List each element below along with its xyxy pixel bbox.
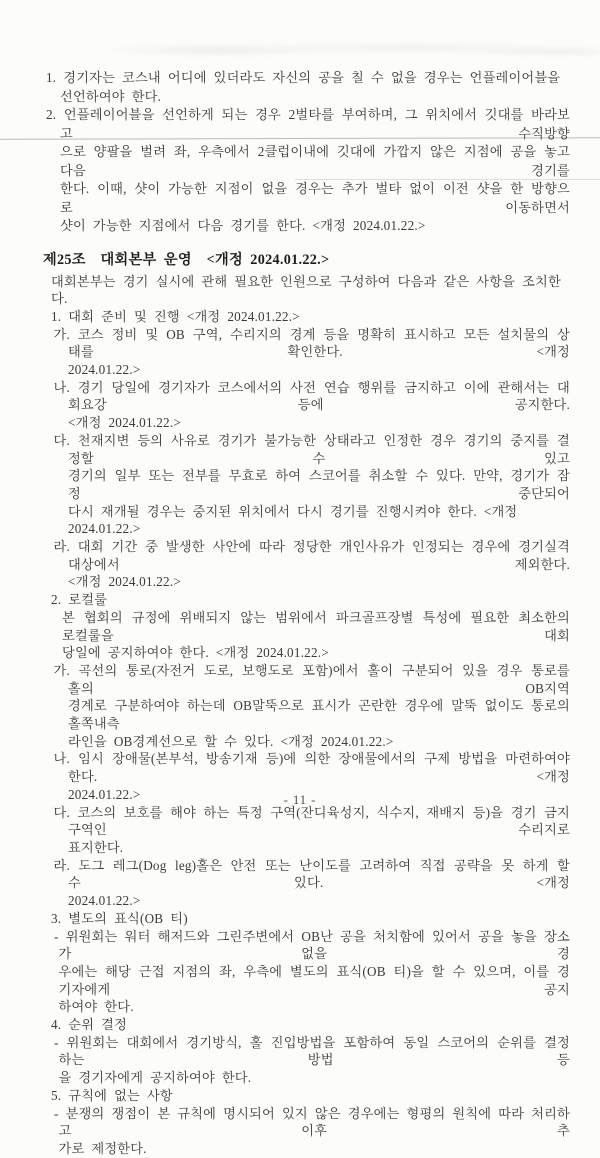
text-line: 나. 임시 장애물(본부석, 방송기재 등)에 의한 장애물에서의 구제 방법을 마련하여야 한다. <개정 [53, 751, 570, 785]
item-2-intro [0, 609, 600, 662]
item-4-ranking [0, 1016, 600, 1034]
text-line: 가로 제정한다. [58, 1140, 147, 1156]
item-2-ga [0, 662, 600, 751]
text-line: 을 경기자에게 공지하여야 한다. [58, 1070, 252, 1086]
page-number: - 11 - [283, 793, 317, 807]
text-line: 다. 천재지변 등의 사유로 경기가 불가능한 상태라고 인정한 경우 경기의 중지를 결정할 수 있고 [53, 432, 570, 466]
text-line: - 위원회는 대회에서 경기방식, 홀 진입방법을 포함하여 동일 스코어의 순위를 결정하는 방법 등 [54, 1034, 570, 1068]
item-1-na [0, 379, 600, 432]
text-line: 경계로 구분하여야 하는데 OB말뚝으로 표시가 곤란한 경우에 말뚝 없이도 통로의 홀쪽내측 [68, 698, 570, 732]
text-line: 3. 별도의 표식(OB 티) [51, 910, 188, 926]
section-heading-text: 제25조 대회본부 운영 <개정 2024.01.22.> [43, 251, 330, 268]
text-line: 경기의 일부 또는 전부를 무효로 하여 스코어를 취소할 수 있다. 만약, 경기가 잠정 중단되어 [68, 468, 570, 501]
document-body [0, 69, 600, 1158]
item-2-da [0, 804, 600, 857]
scan-smudge-artifact [55, 36, 600, 62]
item-1-preparation [0, 308, 600, 326]
text-line: 한다. 이때, 샷이 가능한 지점이 없을 경우는 추가 벌타 없이 이전 샷을 한 방향으로 이동하면서 [60, 181, 570, 215]
item-1-ra [0, 538, 600, 591]
item-4-dash [0, 1034, 600, 1087]
text-line: 2. 로컬룰 [51, 592, 108, 608]
text-line: 다. 코스의 보호를 해야 하는 특정 구역(잔디육성지, 식수지, 재배지 등)을 경기 금지구역인 수리지로 [53, 804, 570, 838]
text-line: 2024.01.22.> [68, 786, 141, 802]
text-line: 우에는 해당 근접 지점의 좌, 우측에 별도의 표식(OB 티)을 할 수 있으며, 이를 경기자에게 공지 [58, 963, 570, 997]
text-line: 2. 언플레이어블을 선언하게 되는 경우 2벌타를 부여하며, 그 위치에서 깃대를 바라보고 수직방향 [46, 107, 570, 141]
unplayable-rule-item-2 [0, 106, 600, 236]
text-line: 라. 도그 레그(Dog leg)홀은 안전 또는 난이도를 고려하여 직접 공략을 못 하게 할 수 있다. <개정 [53, 857, 570, 891]
text-line: <개정 2024.01.22.> [68, 415, 181, 431]
text-line: 으로 양팔을 벌려 좌, 우측에서 2클럽이내에 깃대에 가깝지 않은 지점에 공을 놓고 다음 경기를 [60, 144, 570, 178]
article-25-intro [0, 273, 600, 308]
text-line: 나. 경기 당일에 경기자가 코스에서의 사전 연습 행위를 금지하고 이에 관해서는 대회요강 등에 공지한다. [53, 379, 570, 413]
text-line: 본 협회의 규정에 위배되지 않는 범위에서 파크골프장별 특성에 필요한 최소한의 로컬룰을 대회 [62, 609, 570, 643]
text-line: 2024.01.22.> [68, 362, 141, 378]
text-line: 라. 대회 기간 중 발생한 사안에 따라 정당한 개인사유가 인정되는 경우에 경기실격 대상에서 제외한다. [53, 539, 570, 572]
text-line: - 분쟁의 쟁점이 본 규칙에 명시되어 있지 않은 경우에는 형평의 원칙에 따라 처리하고 이후 추 [54, 1105, 570, 1139]
item-1-da [0, 432, 600, 538]
text-line: 1. 경기자는 코스내 어디에 있더라도 자신의 공을 칠 수 없을 경우는 언플레이어블을 선언하여야 한다. [46, 70, 561, 104]
text-line: 2024.01.22.> [68, 893, 141, 909]
text-line: <개정 2024.01.22.> [68, 574, 181, 590]
text-line: 표지한다. [68, 840, 124, 855]
text-line: 하여야 한다. [58, 999, 134, 1015]
item-1-ga [0, 326, 600, 379]
text-line: 5. 규칙에 없는 사항 [51, 1087, 173, 1103]
item-5-unspecified [0, 1087, 600, 1105]
text-line: 가. 코스 정비 및 OB 구역, 수리지의 경계 등을 명확히 표시하고 모든 설치물의 상태를 확인한다. <개정 [53, 326, 570, 360]
text-line: 당일에 공지하여야 한다. <개정 2024.01.22.> [62, 645, 329, 661]
text-line: 다시 재개될 경우는 중지된 위치에서 다시 경기를 진행시켜야 한다. <개정 2024.01.22.> [68, 503, 518, 537]
article-25-heading [0, 251, 600, 269]
text-line: 1. 대회 준비 및 진행 <개정 2024.01.22.> [51, 308, 300, 324]
item-2-local-rule [0, 591, 600, 609]
text-line: 라인을 OB경계선으로 할 수 있다. <개정 2024.01.22.> [68, 733, 394, 749]
text-line: 샷이 가능한 지점에서 다음 경기를 한다. <개정 2024.01.22.> [60, 218, 426, 233]
text-line: 4. 순위 결정 [51, 1017, 128, 1033]
text-line: 대회본부는 경기 실시에 관해 필요한 인원으로 구성하여 다음과 같은 사항을 조치한다. [51, 273, 561, 307]
item-5-dash [0, 1105, 600, 1158]
item-3-ob-tee [0, 910, 600, 928]
unplayable-rule-item-1 [0, 69, 600, 106]
item-3-dash [0, 928, 600, 1017]
text-line: 가. 곡선의 통로(자전거 도로, 보행도로 포함)에서 홀이 구분되어 있을 경우 통로를 홀의 OB지역 [53, 662, 570, 696]
text-line: - 위원회는 워터 해저드와 그린주변에서 OB난 공을 처치함에 있어서 공을 놓을 장소가 없을 경 [54, 928, 570, 962]
item-2-ra [0, 857, 600, 910]
